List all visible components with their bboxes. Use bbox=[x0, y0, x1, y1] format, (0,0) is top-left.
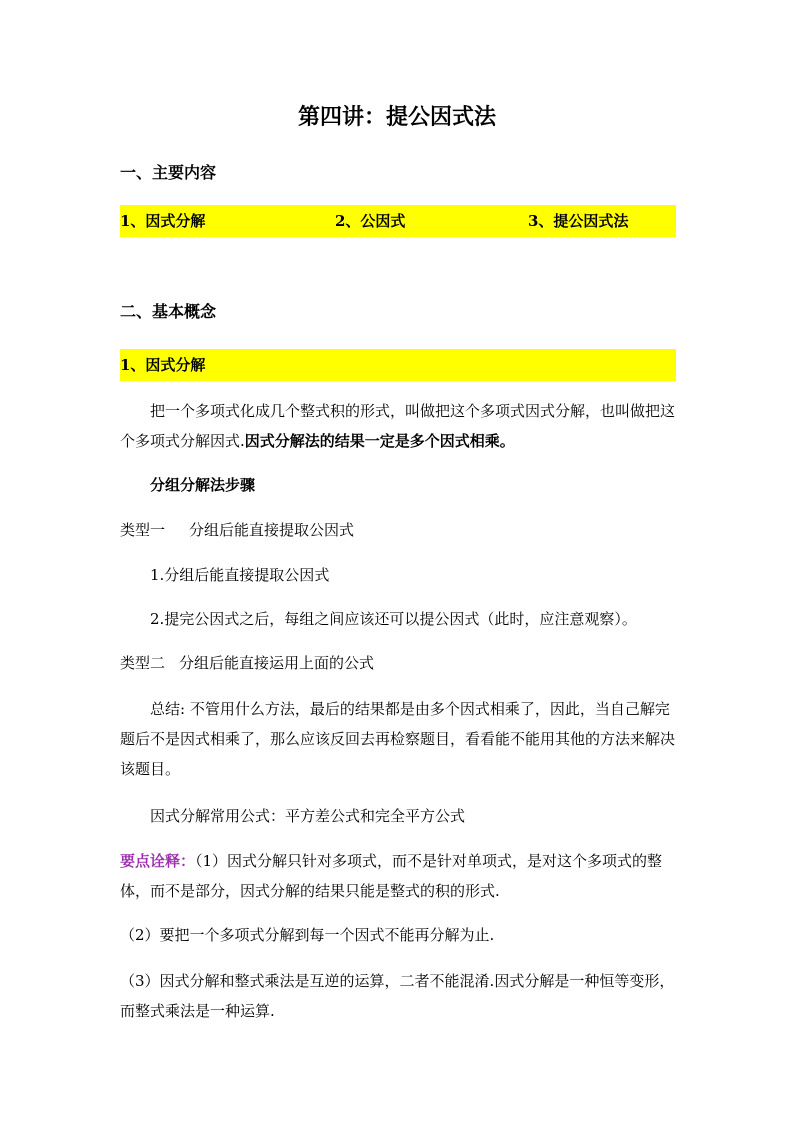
content-item-1: 1、因式分解 bbox=[120, 212, 206, 230]
highlight-bar-factorization bbox=[120, 349, 676, 381]
summary-paragraph: 总结: 不管用什么方法，最后的结果都是由多个因式相乘了，因此，当自己解完题后不是因式相乘了，那么应该反回去再检察题目，看看能不能用其他的方法来解决该题目。 bbox=[120, 700, 676, 778]
keypoint-1-text: （1）因式分解只针对多项式，而不是针对单项式，是对这个多项式的整体，而不是部分，因式分解的结果只能是整式的积的形式. bbox=[120, 852, 663, 900]
section-heading-main-content: 一、主要内容 bbox=[120, 163, 217, 182]
common-formulas: 因式分解常用公式：平方差公式和完全平方公式 bbox=[150, 807, 466, 825]
keypoint-paragraph-3: （3）因式分解和整式乘法是互逆的运算，二者不能混淆.因式分解是一种恒等变形，而整式乘法是一种运算. bbox=[120, 972, 675, 1020]
section-heading-basic-concepts: 二、基本概念 bbox=[120, 302, 217, 321]
type-one-line bbox=[120, 515, 676, 545]
definition-emphasis: 因式分解法的结果一定是多个因式相乘。 bbox=[244, 432, 515, 450]
step-two: 2.提完公因式之后，每组之间应该还可以提公因式（此时，应注意观察）。 bbox=[150, 610, 637, 628]
keypoint-label: 要点诠释： bbox=[120, 852, 196, 870]
step-one: 1.分组后能直接提取公因式 bbox=[150, 566, 330, 584]
page-title: 第四讲：提公因式法 bbox=[297, 104, 496, 130]
subsection-heading-factorization: 1、因式分解 bbox=[120, 356, 206, 374]
paragraph-definition bbox=[120, 396, 676, 456]
definition-text: 把一个多项式化成几个整式积的形式，叫做把这个多项式因式分解，也叫做把这个多项式分解因式. bbox=[120, 402, 676, 450]
steps-title: 分组分解法步骤 bbox=[150, 476, 256, 494]
type-one-label: 类型一 bbox=[120, 521, 166, 539]
keypoint-paragraph-2: （2）要把一个多项式分解到每一个因式不能再分解为止. bbox=[120, 926, 495, 944]
content-item-3: 3、提公因式法 bbox=[528, 212, 629, 230]
type-two-text: 分组后能直接运用上面的公式 bbox=[179, 654, 375, 672]
type-two-line bbox=[120, 648, 676, 678]
highlight-bar-content-list bbox=[120, 205, 676, 237]
type-two-label: 类型二 bbox=[120, 654, 166, 672]
content-item-2: 2、公因式 bbox=[335, 212, 406, 230]
type-one-text: 分组后能直接提取公因式 bbox=[189, 521, 355, 539]
keypoint-paragraph-1 bbox=[120, 846, 676, 906]
